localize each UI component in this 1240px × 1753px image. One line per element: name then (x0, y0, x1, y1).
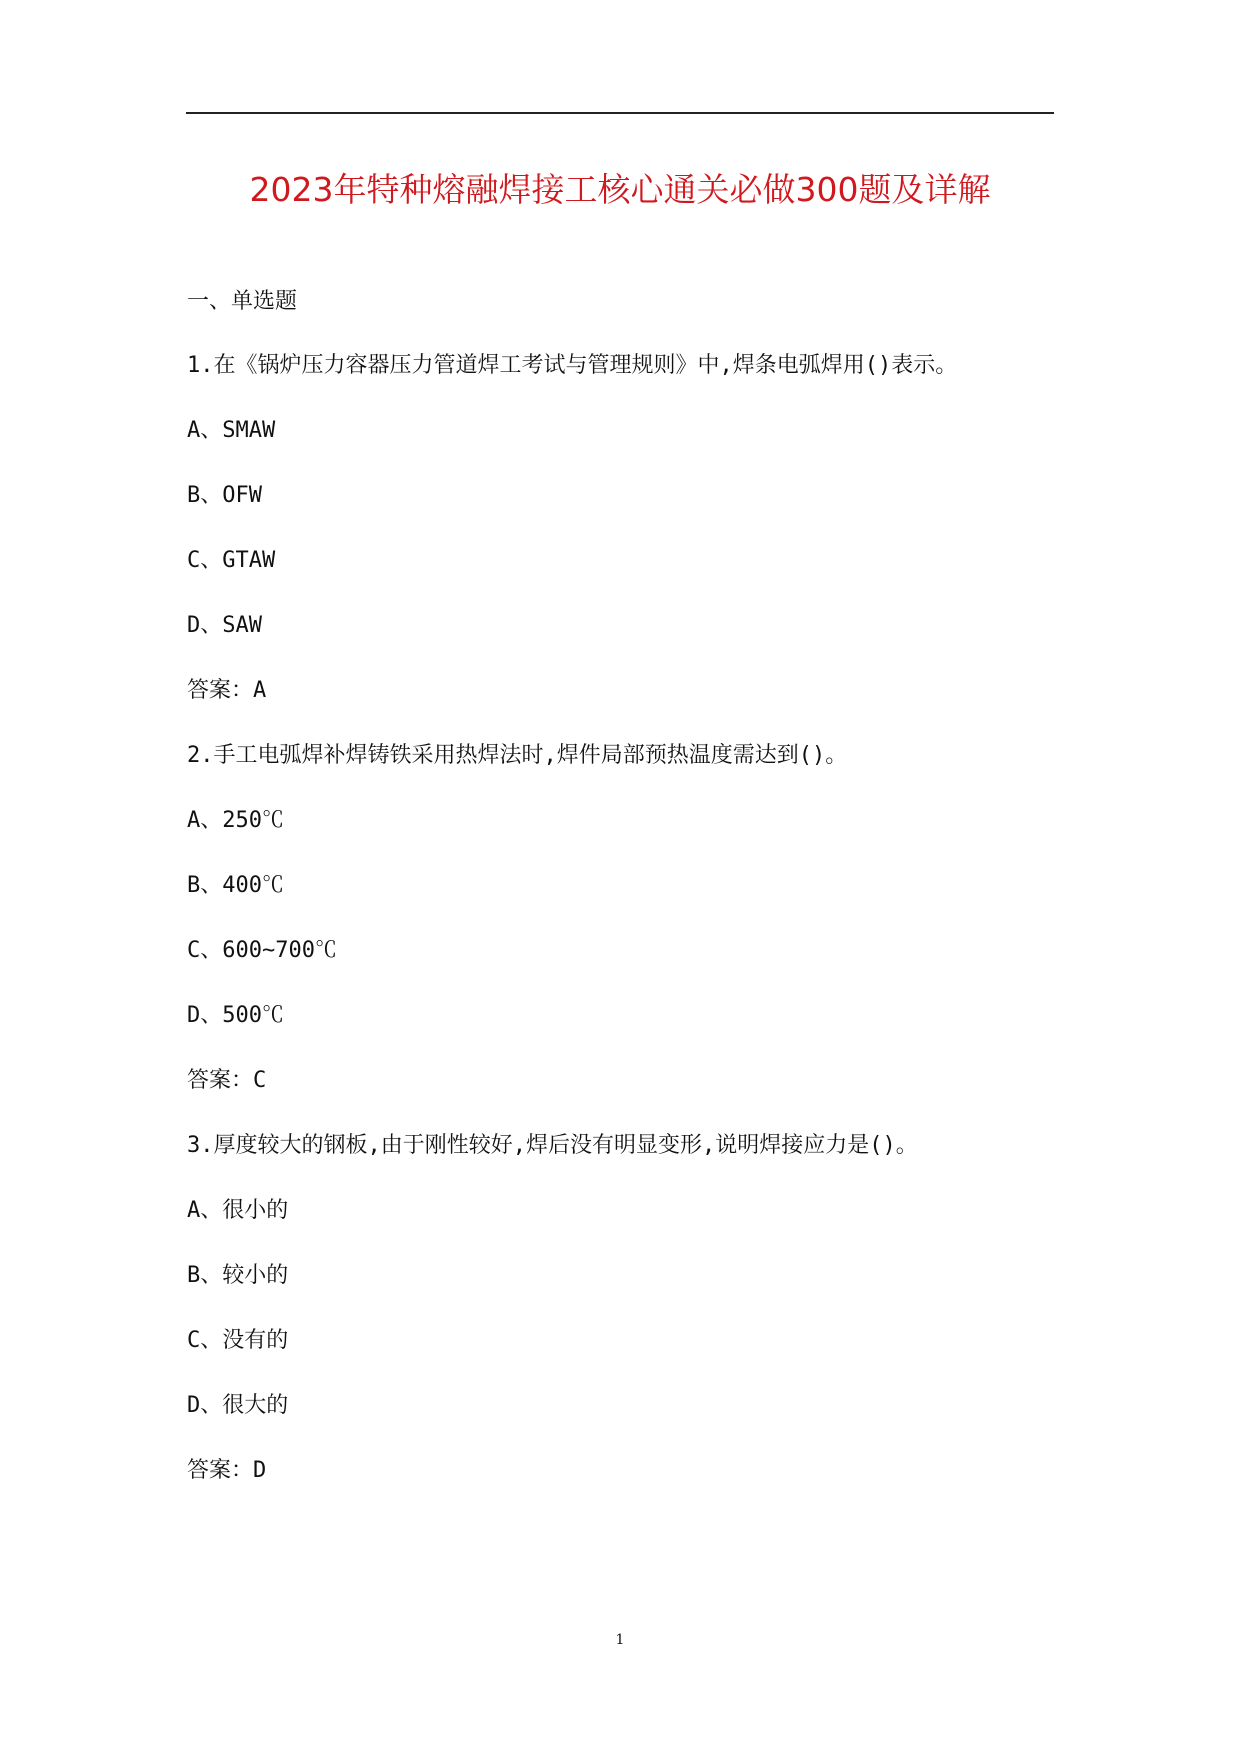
option-a: A、250℃ (187, 808, 284, 833)
option-c: C、GTAW (187, 548, 276, 573)
option-b: B、较小的 (187, 1263, 289, 1288)
answer: 答案：A (187, 678, 267, 703)
section-heading: 一、单选题 (187, 289, 298, 314)
answer: 答案：D (187, 1458, 267, 1483)
option-a: A、SMAW (187, 418, 276, 443)
option-a: A、很小的 (187, 1198, 289, 1223)
document-title: 2023年特种熔融焊接工核心通关必做300题及详解 (249, 170, 991, 209)
option-d: D、很大的 (187, 1393, 289, 1418)
option-c: C、没有的 (187, 1328, 289, 1353)
option-b: B、400℃ (187, 873, 284, 898)
header-rule (186, 112, 1054, 114)
question-stem: 1.在《锅炉压力容器压力管道焊工考试与管理规则》中,焊条电弧焊用()表示。 (187, 353, 958, 378)
option-d: D、SAW (187, 613, 262, 638)
option-b: B、OFW (187, 483, 262, 508)
option-d: D、500℃ (187, 1003, 284, 1028)
option-c: C、600~700℃ (187, 938, 337, 963)
page-number: 1 (615, 1632, 625, 1648)
question-stem: 2.手工电弧焊补焊铸铁采用热焊法时,焊件局部预热温度需达到()。 (187, 743, 848, 768)
answer: 答案：C (187, 1068, 267, 1093)
question-stem: 3.厚度较大的钢板,由于刚性较好,焊后没有明显变形,说明焊接应力是()。 (187, 1133, 918, 1158)
